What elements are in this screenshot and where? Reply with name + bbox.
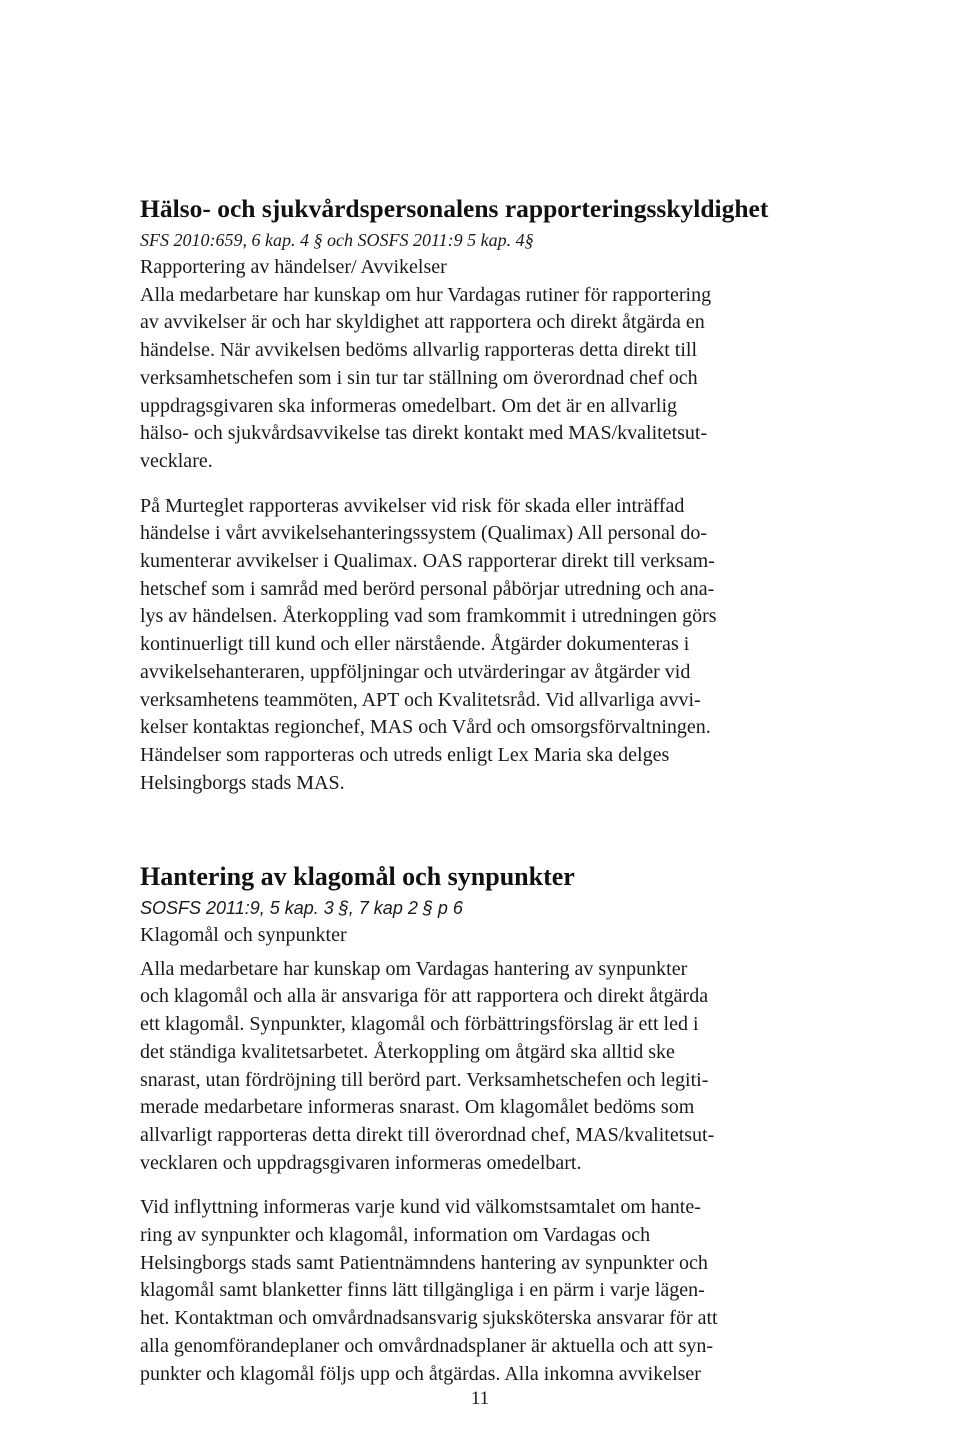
text-line: kontinuerligt till kund och eller närstående. Åtgärder dokumenteras i — [140, 633, 690, 656]
text-line: Helsingborgs stads MAS. — [140, 771, 345, 794]
text-line: verksamhetens teammöten, APT och Kvalitetsråd. Vid allvarliga avvi- — [140, 688, 701, 711]
paragraph — [140, 1194, 840, 1388]
text-line: Helsingborgs stads samt Patientnämndens hantering av synpunkter och — [140, 1251, 708, 1274]
text-line: det ständiga kvalitetsarbetet. Återkoppling om åtgärd ska alltid ske — [140, 1040, 675, 1063]
section-heading: Hälso- och sjukvårdspersonalens rapporteringsskyldighet — [140, 194, 769, 223]
text-line: och klagomål och alla är ansvariga för att rapportera och direkt åtgärda — [140, 985, 709, 1008]
text-line: punkter och klagomål följs upp och åtgärdas. Alla inkomna avvikelser — [140, 1362, 701, 1385]
text-line: lys av händelsen. Återkoppling vad som framkommit i utredningen görs — [140, 605, 717, 628]
text-line: merade medarbetare informeras snarast. Om klagomålet bedöms som — [140, 1096, 695, 1119]
paragraph — [140, 493, 840, 798]
text-line: alla genomförandeplaner och omvårdnadsplaner är aktuella och att syn- — [140, 1334, 714, 1357]
text-line: kumenterar avvikelser i Qualimax. OAS rapporterar direkt till verksam- — [140, 550, 715, 573]
section-klagomal — [140, 860, 840, 1388]
text-line: kelser kontaktas regionchef, MAS och Vård och omsorgsförvaltningen. — [140, 716, 711, 739]
text-line: vecklare. — [140, 449, 213, 472]
text-line: ring av synpunkter och klagomål, information om Vardagas och — [140, 1224, 651, 1247]
legal-reference: SOSFS 2011:9, 5 kap. 3 §, 7 kap 2 § p 6 — [140, 898, 463, 918]
text-line: snarast, utan fördröjning till berörd part. Verksamhetschefen och legiti- — [140, 1068, 709, 1091]
text-line: allvarligt rapporteras detta direkt till överordnad chef, MAS/kvalitetsut- — [140, 1123, 715, 1146]
paragraph — [140, 282, 840, 476]
subheading: Klagomål och synpunkter — [140, 924, 347, 946]
text-line: Vid inflyttning informeras varje kund vid välkomstsamtalet om hante- — [140, 1196, 701, 1219]
subheading: Rapportering av händelser/ Avvikelser — [140, 256, 447, 278]
paragraph — [140, 956, 840, 1178]
text-line: Händelser som rapporteras och utreds enligt Lex Maria ska delges — [140, 743, 670, 766]
text-line: Alla medarbetare har kunskap om Vardagas hantering av synpunkter — [140, 957, 688, 980]
legal-reference: SFS 2010:659, 6 kap. 4 § och SOSFS 2011:9 5 kap. 4§ — [140, 230, 534, 250]
text-line: uppdragsgivaren ska informeras omedelbart. Om det är en allvarlig — [140, 394, 678, 417]
page-number: 11 — [470, 1388, 490, 1409]
section-rapporteringsskyldighet — [140, 192, 840, 797]
text-line: avvikelsehanteraren, uppföljningar och utvärderingar av åtgärder vid — [140, 660, 691, 683]
text-line: vecklaren och uppdragsgivaren informeras omedelbart. — [140, 1151, 582, 1174]
text-line: På Murteglet rapporteras avvikelser vid risk för skada eller inträffad — [140, 494, 685, 517]
text-line: händelse i vårt avvikelsehanteringssystem (Qualimax) All personal do- — [140, 522, 708, 545]
text-line: het. Kontaktman och omvårdnadsansvarig sjuksköterska ansvarar för att — [140, 1307, 718, 1330]
text-line: hälso- och sjukvårdsavvikelse tas direkt kontakt med MAS/kvalitetsut- — [140, 422, 708, 445]
section-heading: Hantering av klagomål och synpunkter — [140, 862, 575, 891]
text-line: av avvikelser är och har skyldighet att rapportera och direkt åtgärda en — [140, 311, 705, 334]
text-line: händelse. När avvikelsen bedöms allvarlig rapporteras detta direkt till — [140, 339, 698, 362]
text-line: hetschef som i samråd med berörd personal påbörjar utredning och ana- — [140, 577, 715, 600]
text-line: verksamhetschefen som i sin tur tar ställning om överordnad chef och — [140, 366, 698, 389]
text-line: Alla medarbetare har kunskap om hur Vardagas rutiner för rapportering — [140, 283, 712, 306]
text-line: klagomål samt blanketter finns lätt tillgängliga i en pärm i varje lägen- — [140, 1279, 705, 1302]
text-line: ett klagomål. Synpunkter, klagomål och förbättringsförslag är ett led i — [140, 1013, 699, 1036]
